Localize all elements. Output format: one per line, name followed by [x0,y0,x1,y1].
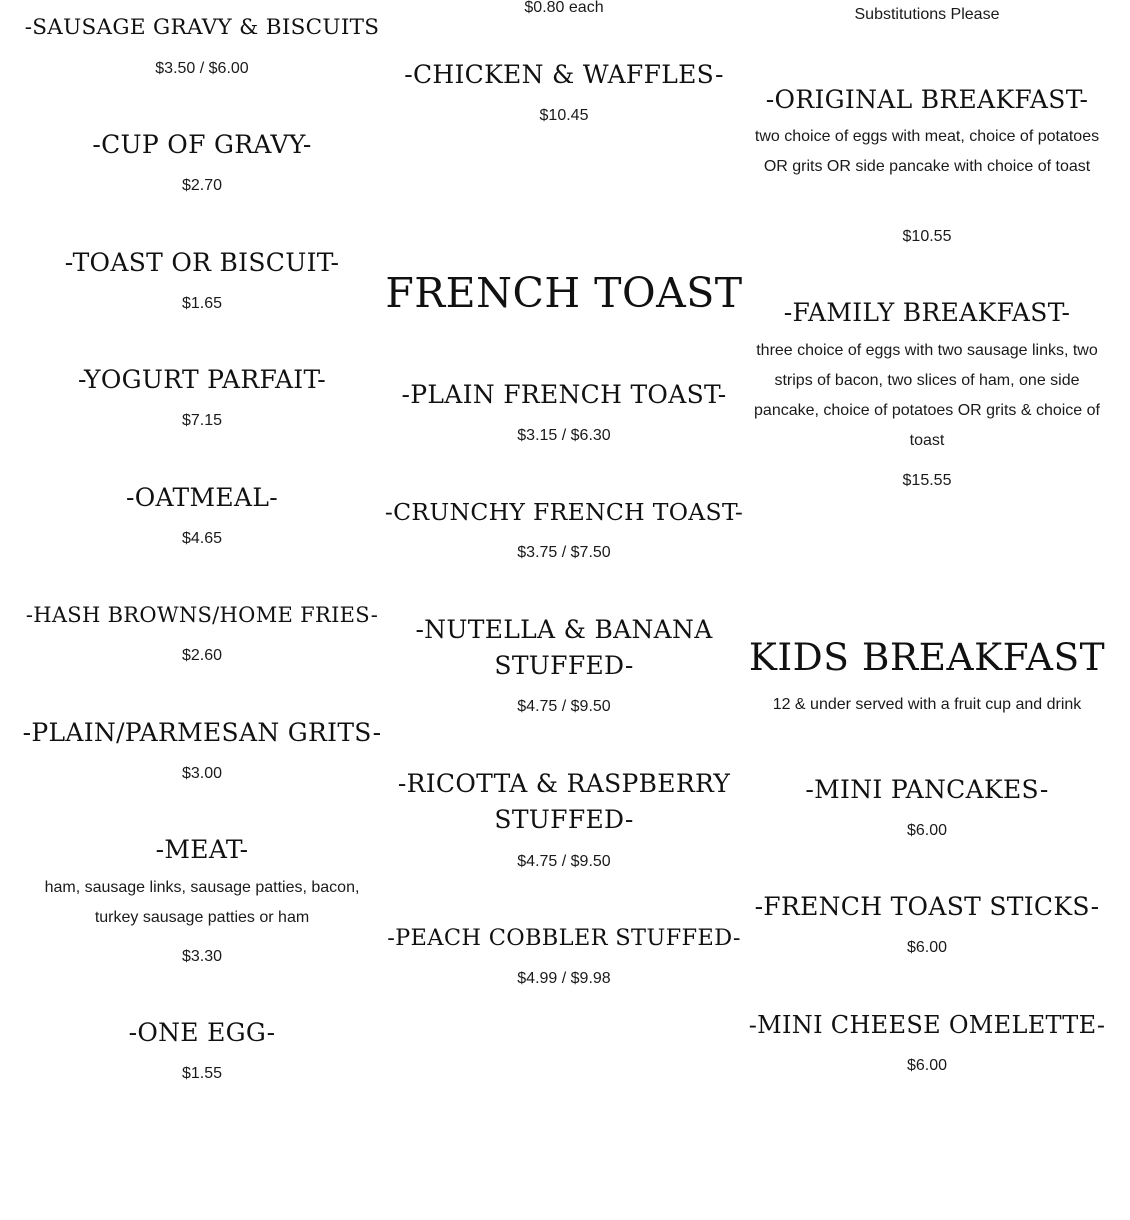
item-price: $3.30 [181,948,223,965]
item-title: -MINI CHEESE OMELETTE- [748,1011,1106,1039]
item-price: $4.75 / $9.50 [517,698,611,715]
item-title: -YOGURT PARFAIT- [78,365,326,394]
item-price: $4.75 / $9.50 [517,853,611,870]
item-title: STUFFED- [494,651,634,680]
substitutions-note: Substitutions Please [854,6,1000,23]
kids-note: 12 & under served with a fruit cup and drink [772,696,1082,713]
item-description: two choice of eggs with meat, choice of potatoes OR grits OR side pancake with choice of toast [754,128,1100,175]
item-price: $3.00 [181,765,223,782]
item-title: -HASH BROWNS/HOME FRIES- [25,603,379,627]
item-title: -FAMILY BREAKFAST- [783,298,1071,327]
item-title: -ONE EGG- [128,1018,276,1047]
item-title: -RICOTTA & RASPBERRY [397,769,731,798]
item-title: -PLAIN FRENCH TOAST- [401,380,727,409]
item-price: $3.50 / $6.00 [155,60,249,77]
item-price: $1.55 [181,1065,223,1082]
item-title: -ORIGINAL BREAKFAST- [765,85,1089,114]
item-title: -MINI PANCAKES- [805,775,1049,804]
item-title: -CRUNCHY FRENCH TOAST- [384,498,744,526]
item-title: STUFFED- [494,805,634,834]
item-price: $1.65 [181,295,223,312]
item-price: $6.00 [906,1057,948,1074]
item-price: $10.45 [539,107,589,124]
item-price: $3.75 / $7.50 [517,544,611,561]
item-description: ham, sausage links, sausage patties, bacon, turkey sausage patties or ham [44,879,360,926]
item-title: -SAUSAGE GRAVY & BISCUITS [24,15,380,40]
item-title: -MEAT- [155,835,249,864]
item-price: $10.55 [902,228,952,245]
item-title: -TOAST OR BISCUIT- [64,248,340,277]
item-title: -OATMEAL- [126,483,278,512]
item-price: $4.99 / $9.98 [517,970,611,987]
item-price: $6.00 [906,939,948,956]
item-title: -NUTELLA & BANANA [415,615,713,644]
item-title: -CUP OF GRAVY- [92,130,312,159]
item-price: $4.65 [181,530,223,547]
item-price: $7.15 [181,412,223,429]
item-price: $3.15 / $6.30 [517,427,611,444]
item-price: $6.00 [906,822,948,839]
item-title: -FRENCH TOAST STICKS- [754,892,1100,921]
item-price: $2.70 [181,177,223,194]
item-price: $15.55 [902,472,952,489]
item-title: -PLAIN/PARMESAN GRITS- [22,718,382,747]
section-title-french-toast: FRENCH TOAST [385,269,743,317]
item-price: $0.80 each [524,0,604,16]
item-price: $2.60 [181,647,223,664]
item-title: -CHICKEN & WAFFLES- [404,60,724,89]
section-title-kids-breakfast: KIDS BREAKFAST [748,635,1106,679]
item-description: three choice of eggs with two sausage links, two strips of bacon, two slices of ham, one side pancake, choice of potatoes OR grits & choice of toast [754,342,1100,449]
item-title: -PEACH COBBLER STUFFED- [387,925,741,951]
